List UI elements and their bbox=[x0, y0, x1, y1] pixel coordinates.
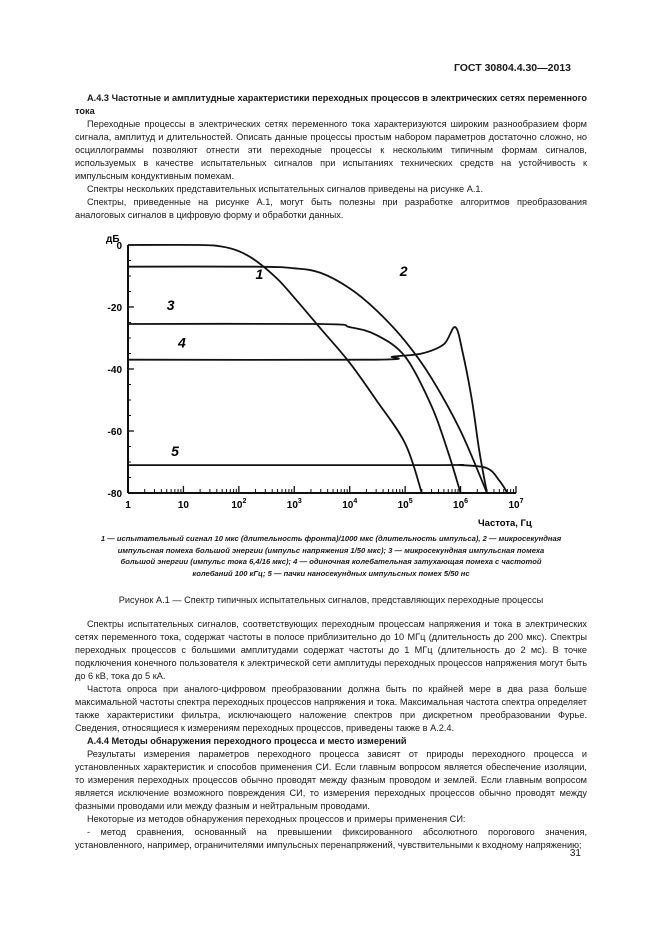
x-axis-label: Частота, Гц bbox=[478, 518, 532, 528]
y-tick-label: 0 bbox=[116, 241, 122, 252]
document-code: ГОСТ 30804.4.30—2013 bbox=[453, 62, 571, 74]
y-axis-label: дБ bbox=[106, 234, 120, 245]
body-section-2 bbox=[75, 618, 587, 852]
body2-para3: Результаты измерения параметров переходного процесса зависят от природы переходного процесса и установленных характеристик и способов применения СИ. Если главным вопросом является обеспечение изоляции, то измерения переходных процессов обычно проводят между фазным проводом и землей. Если главным вопросом является исключение возможного повреждения СИ, то измерения переходных процессов обычно проводят между фазными проводами или между фазным и нейтральным проводами. bbox=[75, 749, 587, 811]
x-tick-exponent: 4 bbox=[353, 498, 358, 505]
section-a44-heading: А.4.4 Методы обнаружения переходного процесса и место измерений bbox=[87, 736, 407, 746]
y-tick-label: -20 bbox=[107, 303, 122, 314]
y-tick-label: -80 bbox=[107, 489, 122, 500]
y-tick-label: -60 bbox=[107, 427, 122, 438]
section-a43-para2: Спектры нескольких представительных испытательных сигналов приведены на рисунке А.1. bbox=[87, 184, 484, 194]
series-label-4: 4 bbox=[178, 334, 186, 351]
figure-title: Рисунок А.1 — Спектр типичных испытательных сигналов, представляющих переходные процессы bbox=[118, 595, 544, 605]
spectrum-chart bbox=[78, 228, 548, 528]
x-tick-base: 1 bbox=[125, 500, 131, 511]
section-a43-title: А.4.3 Частотные и амплитудные характеристики переходных процессов в электрических сетях переменного тока bbox=[75, 93, 587, 116]
x-tick-label bbox=[231, 498, 246, 511]
x-tick-base: 10 bbox=[397, 500, 409, 511]
series-label-3: 3 bbox=[166, 297, 175, 314]
x-tick-exponent: 5 bbox=[408, 498, 413, 505]
section-a43 bbox=[75, 92, 587, 222]
x-tick-exponent: 3 bbox=[297, 498, 302, 505]
figure-legend: 1 — испытательный сигнал 10 мкс (длительность фронта)/1000 мкс (длительность импульса), 2 — микросекундная импульсная помеха большой энергии (импульс напряжения 1/50 мкс); 3 — микросекундная импульсная помеха большой энергии (импульс тока 6,4/16 мкс); 4 — одиночная колебательная затухающая помеха с частотой колебаний 100 кГц; 5 — пачки наносекундных импульсных помех 5/50 нс bbox=[100, 534, 562, 578]
x-tick-base: 10 bbox=[453, 500, 465, 511]
x-tick-exponent: 2 bbox=[242, 498, 247, 505]
x-tick-base: 10 bbox=[342, 500, 354, 511]
body2-para2: Частота опроса при аналого-цифровом преобразовании должна быть по крайней мере в два раза больше максимальной частоты спектра переходных процессов напряжения и тока. Максимальная частота спектра определяет также характеристики фильтра, исключающего наложение спектров при дискретном преобразовании Фурье. Сведения, относящиеся к измерениям переходных процессов, приведены также в А.2.4. bbox=[75, 684, 587, 733]
series-line-2 bbox=[128, 267, 487, 493]
series-label-2: 2 bbox=[399, 263, 408, 279]
series-line-5 bbox=[128, 465, 507, 493]
section-a43-para3: Спектры, приведенные на рисунке А.1, могут быть полезны при разработке алгоритмов преобразования аналоговых сигналов в цифровую форму и обработки данных. bbox=[75, 197, 587, 220]
x-tick-label bbox=[178, 500, 190, 511]
x-tick-base: 10 bbox=[177, 500, 189, 511]
x-tick-label bbox=[125, 500, 131, 511]
x-tick-exponent: 6 bbox=[464, 498, 469, 505]
x-tick-label bbox=[398, 498, 413, 511]
x-tick-label bbox=[508, 498, 523, 511]
body2-para1: Спектры испытательных сигналов, соответствующих переходным процессам напряжения и тока в электрических сетях переменного тока, содержат частоты в полосе приблизительно до 10 МГц (длительность до 200 мкс). Спектры переходных процессов с большими амплитудами содержат частоты до 1 МГц (длительность до 2 мс). В точке подключения конечного пользователя к электрической сети амплитуды переходных процессов напряжения могут быть до 6 кВ, тока до 5 кА. bbox=[75, 619, 587, 681]
body2-para4: Некоторые из методов обнаружения переходных процессов и примеры применения СИ: bbox=[87, 814, 466, 824]
series-label-1: 1 bbox=[255, 266, 264, 283]
page-number: 31 bbox=[569, 848, 581, 859]
series-label-5: 5 bbox=[171, 442, 179, 459]
body2-para5: - метод сравнения, основанный на превышении фиксированного абсолютного порогового значения, установленного, например, ограничителями импульсных перенапряжений, чувствительными к входному напряжению; bbox=[75, 827, 587, 850]
section-a43-para1: Переходные процессы в электрических сетях переменного тока характеризуются широким разнообразием форм сигнала, амплитуд и длительностей. Описать данные процессы простым набором параметров достаточно сложно, но осциллограммы позволяют отнести эти переходные процессы к нескольким типичным формам сигналов, используемых в качестве испытательных сигналов при испытаниях технических средств на устойчивость к импульсным кондуктивным помехам. bbox=[75, 119, 587, 181]
x-tick-label bbox=[287, 498, 302, 511]
x-tick-base: 10 bbox=[231, 500, 243, 511]
x-tick-base: 10 bbox=[508, 500, 520, 511]
x-tick-label bbox=[453, 498, 468, 511]
x-tick-base: 10 bbox=[286, 500, 298, 511]
y-tick-label: -40 bbox=[107, 365, 122, 376]
x-tick-label bbox=[342, 498, 357, 511]
x-tick-exponent: 7 bbox=[519, 498, 524, 505]
